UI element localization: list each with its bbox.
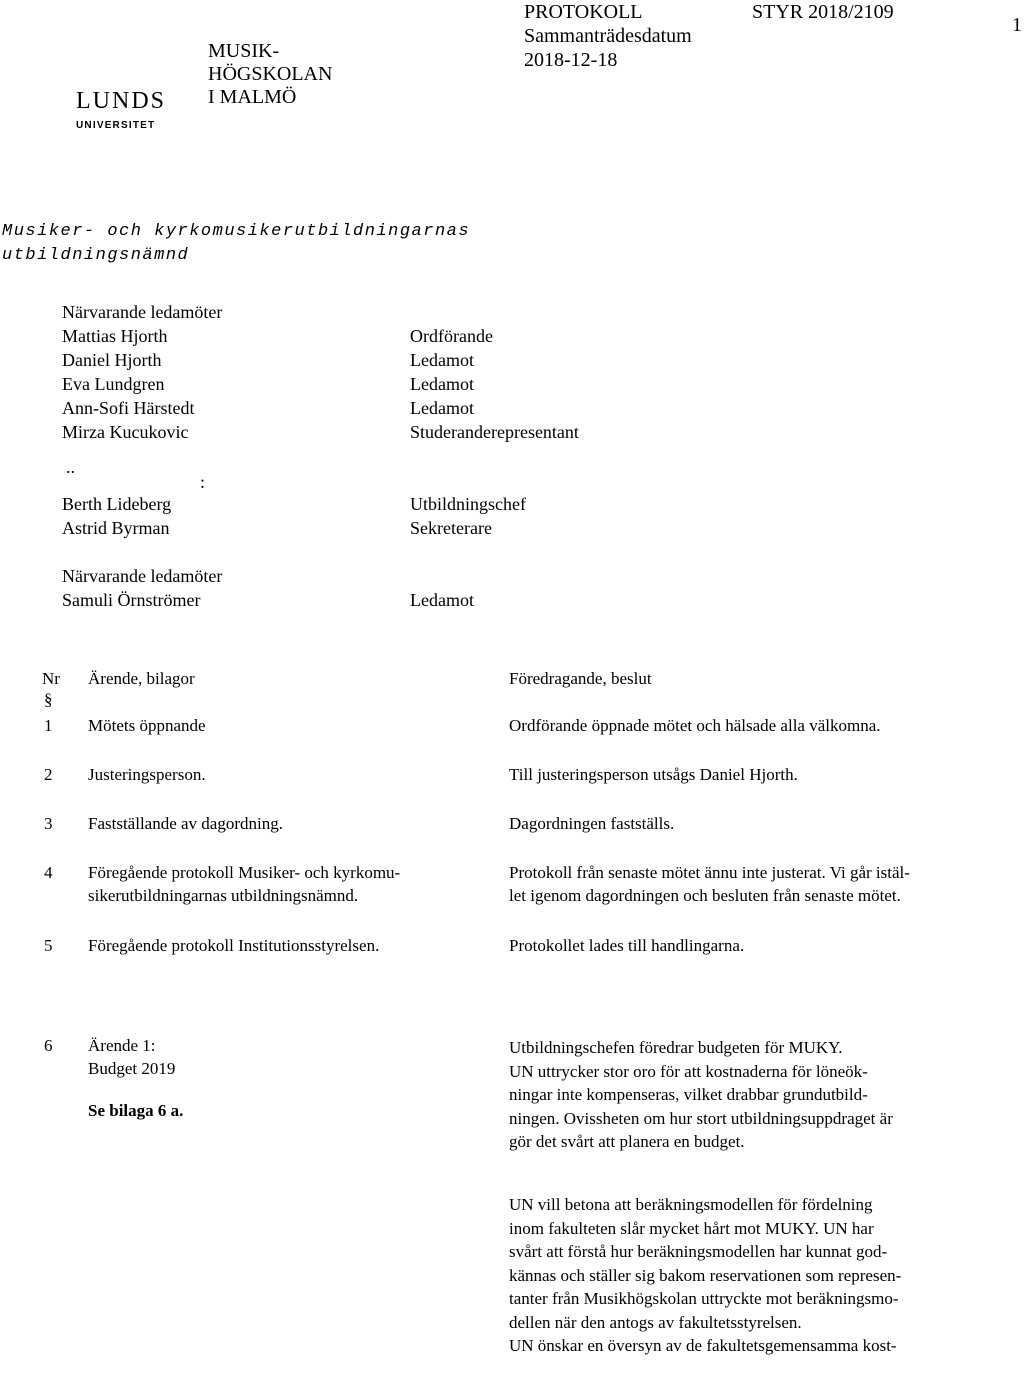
reference-number: STYR 2018/2109	[752, 1, 894, 23]
agenda-item-result-line: gör det svårt att planera en budget.	[509, 1132, 745, 1151]
member-role: Studeranderepresentant	[410, 422, 579, 442]
member-role: Ledamot	[410, 398, 474, 418]
agenda-item-title-line: Budget 2019	[88, 1059, 176, 1078]
member-role: Ordförande	[410, 326, 493, 346]
member-name: Daniel Hjorth	[62, 350, 162, 370]
school-name-line: I MALMÖ	[208, 86, 297, 108]
committee-name-line: utbildningsnämnd	[2, 246, 190, 265]
agenda-col-result: Föredragande, beslut	[509, 669, 652, 688]
agenda-item-result-line: ningen. Ovissheten om hur stort utbildningsuppdraget är	[509, 1108, 893, 1128]
agenda-item-title	[88, 1034, 175, 1080]
school-name	[208, 40, 332, 109]
member-name: Mirza Kucukovic	[62, 422, 189, 442]
school-name-line: MUSIK-	[208, 40, 280, 62]
other-role: Utbildningschef	[410, 494, 526, 514]
member-name: Eva Lundgren	[62, 374, 165, 394]
agenda-item-title: Föregående protokoll Institutionsstyrelsen.	[88, 936, 380, 955]
agenda-col-section: §	[44, 690, 53, 709]
agenda-item-result	[509, 861, 910, 907]
agenda-item-title-line: Föregående protokoll Musiker- och kyrkomu-	[88, 863, 401, 882]
agenda-item-result-line: tanter från Musikhögskolan uttryckte mot beräkningsmo-	[509, 1289, 899, 1308]
agenda-item-result-line: svårt att förstå hur beräkningsmodellen har kunnat god-	[509, 1242, 888, 1261]
faded-colon: :	[200, 472, 206, 492]
committee-name	[2, 220, 470, 268]
agenda-item-result-line: kännas och ställer sig bakom reservationen som represen-	[509, 1265, 902, 1285]
agenda-item-title: Justeringsperson.	[88, 765, 206, 784]
agenda-item-result-continued	[509, 1193, 901, 1358]
document-type: PROTOKOLL	[524, 1, 643, 23]
member-name: Ann-Sofi Härstedt	[62, 398, 195, 418]
agenda-item-result-line: Utbildningschefen föredrar budgeten för MUKY.	[509, 1038, 843, 1057]
agenda-item-result-line: UN önskar en översyn av de fakultetsgemensamma kost-	[509, 1336, 897, 1355]
agenda-item-result-line: let igenom dagordningen och besluten från senaste mötet.	[509, 886, 901, 905]
agenda-item-title	[88, 861, 400, 907]
agenda-item-result: Protokollet lades till handlingarna.	[509, 936, 745, 955]
other-role: Sekreterare	[410, 518, 492, 538]
agenda-col-nr: Nr	[42, 669, 60, 688]
meeting-date-label: Sammanträdesdatum	[524, 25, 692, 47]
present-heading: Närvarande ledamöter	[62, 302, 223, 322]
agenda-item-result	[509, 1036, 893, 1154]
member-name: Mattias Hjorth	[62, 326, 168, 346]
agenda-item-nr: 4	[44, 863, 53, 882]
agenda-item-nr: 3	[44, 814, 53, 833]
agenda-item-result-line: UN vill betona att beräkningsmodellen för fördelning	[509, 1195, 873, 1214]
agenda-item-result-line: dellen när den antogs av fakultetsstyrelsen.	[509, 1312, 802, 1332]
attachment-reference: Se bilaga 6 a.	[88, 1101, 184, 1120]
agenda-item-nr: 1	[44, 716, 53, 735]
faded-marks: ..	[66, 457, 75, 477]
meeting-date: 2018-12-18	[524, 49, 618, 71]
agenda-item-result-line: UN uttrycker stor oro för att kostnaderna för löneök-	[509, 1061, 868, 1081]
page-number: 1	[1012, 14, 1022, 36]
agenda-item-result: Till justeringsperson utsågs Daniel Hjorth.	[509, 765, 798, 784]
agenda-item-title-line: Ärende 1:	[88, 1036, 156, 1055]
school-name-line: HÖGSKOLAN	[208, 63, 333, 85]
agenda-item-result-line: Protokoll från senaste mötet ännu inte justerat. Vi går istäl-	[509, 863, 910, 882]
agenda-item-nr: 2	[44, 765, 53, 784]
other-name: Berth Lideberg	[62, 494, 172, 514]
member-role: Ledamot	[410, 350, 474, 370]
member-name: Samuli Örnströmer	[62, 590, 201, 610]
agenda-item-result: Dagordningen fastställs.	[509, 814, 675, 833]
agenda-item-nr: 5	[44, 936, 53, 955]
agenda-item-title-line: sikerutbildningarnas utbildningsnämnd.	[88, 886, 359, 905]
agenda-item-result-line: ningar inte kompenseras, vilket drabbar grundutbild-	[509, 1085, 868, 1104]
agenda-item-result: Ordförande öppnade mötet och hälsade alla välkomna.	[509, 716, 881, 735]
agenda-item-title: Mötets öppnande	[88, 716, 206, 735]
member-role: Ledamot	[410, 590, 474, 610]
agenda-item-nr: 6	[44, 1036, 53, 1055]
committee-name-line: Musiker- och kyrkomusikerutbildningarnas	[2, 222, 471, 241]
agenda-item-result-line: inom fakulteten slår mycket hårt mot MUKY. UN har	[509, 1218, 874, 1238]
present-heading-2: Närvarande ledamöter	[62, 566, 223, 586]
document-meta	[524, 0, 692, 72]
agenda-col-item: Ärende, bilagor	[88, 669, 195, 688]
university-logo-name: LUNDS	[76, 88, 167, 114]
other-name: Astrid Byrman	[62, 518, 170, 538]
member-role: Ledamot	[410, 374, 474, 394]
agenda-item-title: Fastställande av dagordning.	[88, 814, 283, 833]
university-logo-subtitle: UNIVERSITET	[76, 120, 156, 131]
